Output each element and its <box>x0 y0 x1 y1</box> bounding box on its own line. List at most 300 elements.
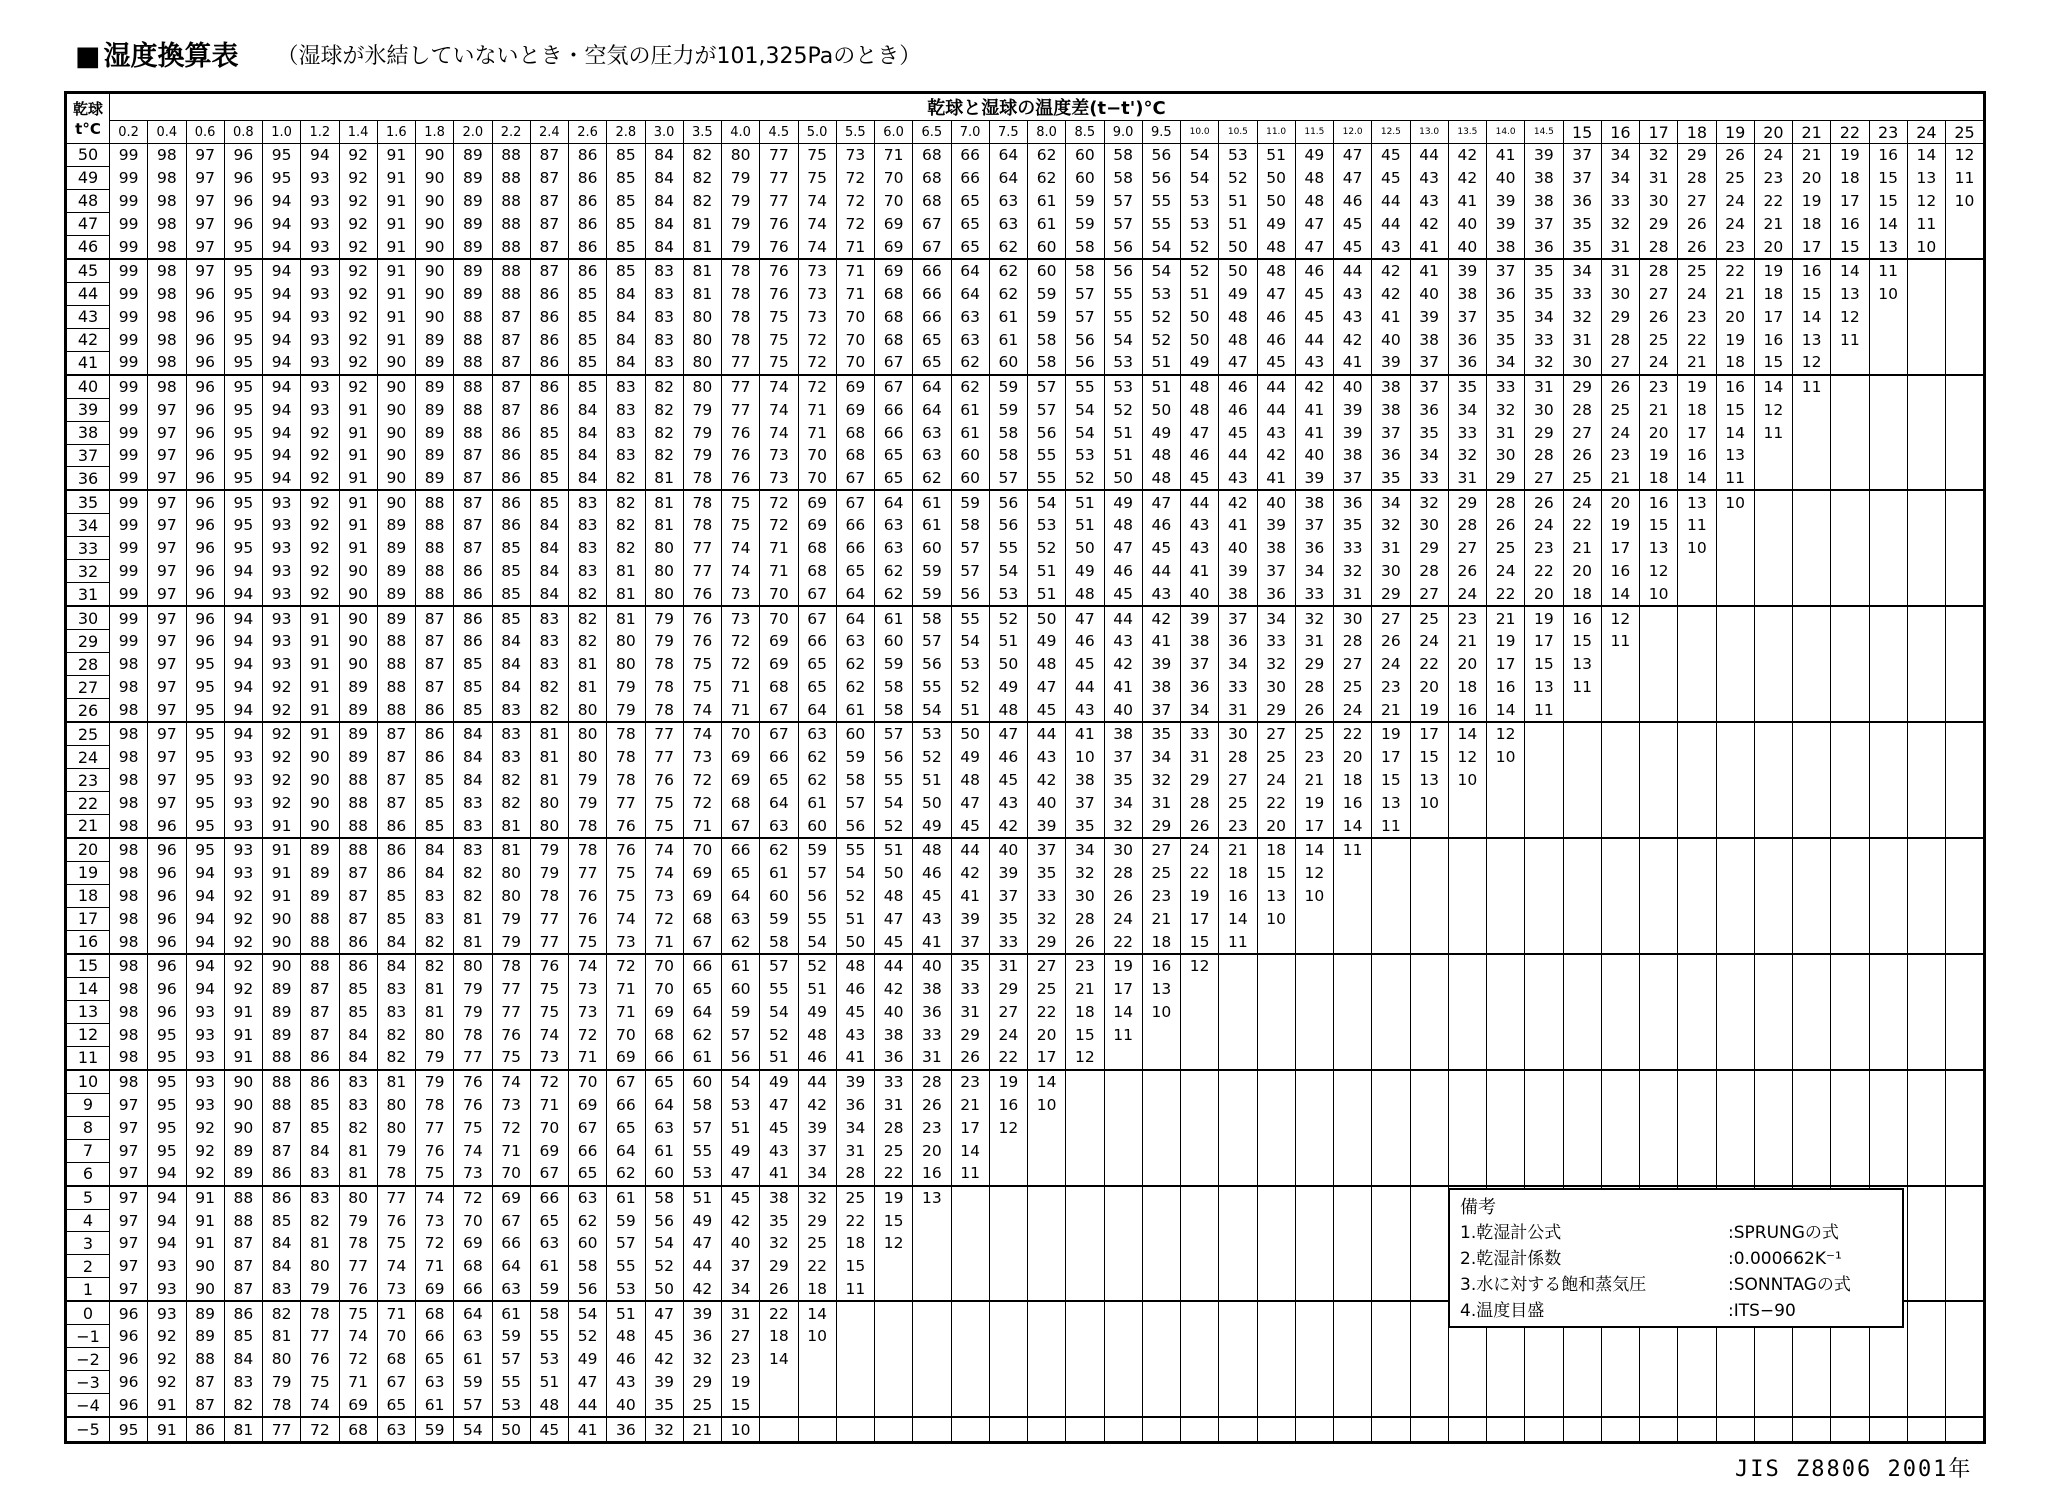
humidity-cell: 26 <box>1372 630 1410 653</box>
humidity-cell: 94 <box>148 1209 186 1232</box>
humidity-cell: 36 <box>607 1417 645 1442</box>
humidity-cell <box>1334 1278 1372 1302</box>
humidity-cell: 98 <box>148 212 186 235</box>
humidity-cell: 59 <box>1028 282 1066 305</box>
humidity-cell: 73 <box>377 1278 415 1302</box>
humidity-cell <box>1946 746 1985 769</box>
humidity-cell: 98 <box>110 676 148 699</box>
humidity-cell: 80 <box>683 305 721 328</box>
humidity-cell: 83 <box>530 653 568 676</box>
remark-label: 1.乾湿計公式 <box>1460 1223 1562 1243</box>
humidity-cell <box>1257 1371 1295 1394</box>
humidity-cell: 51 <box>760 1046 798 1070</box>
table-row <box>66 398 1985 421</box>
humidity-cell: 89 <box>454 282 492 305</box>
humidity-cell <box>1563 838 1601 862</box>
humidity-cell <box>1410 1255 1448 1278</box>
humidity-cell: 15 <box>1640 514 1678 537</box>
humidity-cell <box>989 1186 1027 1210</box>
humidity-cell: 93 <box>263 630 301 653</box>
humidity-cell: 90 <box>377 444 415 467</box>
humidity-cell <box>1525 722 1563 746</box>
humidity-cell: 76 <box>645 769 683 792</box>
humidity-cell: 31 <box>836 1139 874 1162</box>
humidity-cell <box>1754 1371 1792 1394</box>
humidity-cell <box>1907 560 1945 583</box>
humidity-cell: 99 <box>110 189 148 212</box>
humidity-cell: 85 <box>530 467 568 491</box>
humidity-cell <box>1831 977 1869 1000</box>
humidity-cell: 38 <box>760 1186 798 1210</box>
row-temperature: 43 <box>66 305 110 328</box>
humidity-cell <box>1793 444 1831 467</box>
humidity-cell <box>1142 1186 1180 1210</box>
humidity-cell: 12 <box>1946 144 1985 167</box>
humidity-cell <box>1448 1070 1486 1094</box>
humidity-cell: 55 <box>760 977 798 1000</box>
humidity-cell: 69 <box>454 1232 492 1255</box>
humidity-cell: 78 <box>492 954 530 978</box>
humidity-cell: 31 <box>1487 421 1525 444</box>
humidity-cell: 10 <box>1066 746 1104 769</box>
humidity-cell <box>1257 1070 1295 1094</box>
humidity-cell <box>1907 1023 1945 1046</box>
humidity-cell <box>1295 1278 1333 1302</box>
diff-col-header: 1.0 <box>263 121 301 144</box>
humidity-cell: 67 <box>875 375 913 399</box>
humidity-cell: 98 <box>110 930 148 954</box>
humidity-cell <box>1831 746 1869 769</box>
humidity-cell: 97 <box>148 514 186 537</box>
humidity-cell: 63 <box>569 1186 607 1210</box>
humidity-cell: 77 <box>645 746 683 769</box>
humidity-cell <box>1219 1116 1257 1139</box>
humidity-cell: 84 <box>416 862 454 885</box>
humidity-cell: 43 <box>1066 699 1104 723</box>
humidity-cell <box>1869 421 1907 444</box>
humidity-cell: 51 <box>530 1371 568 1394</box>
humidity-cell <box>1907 1209 1945 1232</box>
humidity-cell <box>1563 769 1601 792</box>
humidity-cell: 23 <box>1142 884 1180 907</box>
humidity-cell: 67 <box>875 351 913 375</box>
humidity-cell: 95 <box>263 144 301 167</box>
humidity-cell: 79 <box>569 769 607 792</box>
humidity-cell <box>1831 1023 1869 1046</box>
humidity-cell: 99 <box>110 583 148 607</box>
humidity-cell: 56 <box>913 653 951 676</box>
diff-col-header: 10.5 <box>1219 121 1257 144</box>
humidity-cell: 29 <box>1601 305 1639 328</box>
humidity-cell: 57 <box>683 1116 721 1139</box>
humidity-cell: 19 <box>1410 699 1448 723</box>
humidity-cell: 41 <box>1372 305 1410 328</box>
humidity-cell: 15 <box>1793 282 1831 305</box>
diff-col-header: 0.2 <box>110 121 148 144</box>
humidity-cell: 87 <box>301 1023 339 1046</box>
humidity-cell: 91 <box>186 1186 224 1210</box>
humidity-cell: 14 <box>1831 259 1869 283</box>
humidity-cell: 90 <box>339 560 377 583</box>
humidity-cell <box>1946 235 1985 259</box>
humidity-cell: 94 <box>263 189 301 212</box>
humidity-cell: 50 <box>1181 305 1219 328</box>
table-row <box>66 583 1985 607</box>
humidity-cell: 84 <box>569 398 607 421</box>
humidity-cell: 89 <box>263 1000 301 1023</box>
humidity-cell <box>1219 1278 1257 1302</box>
humidity-cell: 15 <box>1716 398 1754 421</box>
humidity-cell <box>1487 930 1525 954</box>
row-temperature: 42 <box>66 328 110 351</box>
remark-value: :0.000662K⁻¹ <box>1728 1249 1842 1269</box>
humidity-cell: 65 <box>683 977 721 1000</box>
row-temperature: 8 <box>66 1116 110 1139</box>
humidity-cell: 15 <box>1372 769 1410 792</box>
humidity-cell: 47 <box>760 1093 798 1116</box>
humidity-cell: 10 <box>1410 792 1448 815</box>
humidity-cell <box>1754 862 1792 885</box>
humidity-cell: 17 <box>1831 189 1869 212</box>
humidity-cell: 11 <box>1601 630 1639 653</box>
humidity-cell: 25 <box>1142 862 1180 885</box>
humidity-cell: 93 <box>301 305 339 328</box>
humidity-cell: 32 <box>1257 653 1295 676</box>
humidity-cell: 41 <box>951 884 989 907</box>
humidity-cell: 53 <box>913 722 951 746</box>
humidity-cell: 96 <box>186 583 224 607</box>
humidity-cell: 87 <box>377 722 415 746</box>
humidity-cell <box>1716 1162 1754 1186</box>
humidity-cell: 97 <box>148 792 186 815</box>
humidity-cell: 88 <box>263 1070 301 1094</box>
humidity-cell: 90 <box>416 212 454 235</box>
humidity-cell <box>1372 1093 1410 1116</box>
humidity-cell <box>1257 1093 1295 1116</box>
humidity-cell: 86 <box>416 746 454 769</box>
humidity-cell: 68 <box>875 282 913 305</box>
humidity-cell: 51 <box>1219 189 1257 212</box>
humidity-cell: 70 <box>875 166 913 189</box>
humidity-cell: 94 <box>224 630 262 653</box>
humidity-cell: 12 <box>875 1232 913 1255</box>
humidity-cell: 37 <box>951 930 989 954</box>
title-main: 湿度換算表 <box>103 41 239 72</box>
humidity-cell: 13 <box>1793 328 1831 351</box>
humidity-cell: 61 <box>989 328 1027 351</box>
humidity-cell: 60 <box>836 722 874 746</box>
humidity-cell: 91 <box>339 444 377 467</box>
humidity-cell <box>951 1394 989 1418</box>
humidity-cell: 84 <box>492 676 530 699</box>
humidity-cell <box>1448 1023 1486 1046</box>
humidity-cell: 59 <box>1066 189 1104 212</box>
humidity-cell <box>1831 1325 1869 1348</box>
humidity-cell: 48 <box>607 1325 645 1348</box>
table-row <box>66 862 1985 885</box>
humidity-cell: 96 <box>186 514 224 537</box>
humidity-cell: 69 <box>875 259 913 283</box>
humidity-cell: 88 <box>492 235 530 259</box>
humidity-cell <box>1716 838 1754 862</box>
humidity-cell: 85 <box>569 305 607 328</box>
humidity-cell: 27 <box>1601 351 1639 375</box>
humidity-cell: 91 <box>377 259 415 283</box>
humidity-cell: 58 <box>875 676 913 699</box>
table-row <box>66 1371 1985 1394</box>
humidity-cell: 68 <box>798 560 836 583</box>
humidity-cell: 15 <box>1831 235 1869 259</box>
humidity-cell: 48 <box>1028 653 1066 676</box>
humidity-cell <box>1525 1000 1563 1023</box>
humidity-cell: 40 <box>913 954 951 978</box>
humidity-cell: 50 <box>875 862 913 885</box>
humidity-cell: 87 <box>377 792 415 815</box>
humidity-cell <box>1181 1255 1219 1278</box>
humidity-cell: 88 <box>339 838 377 862</box>
humidity-cell: 59 <box>875 653 913 676</box>
humidity-cell: 63 <box>836 630 874 653</box>
humidity-cell: 90 <box>263 907 301 930</box>
humidity-cell: 88 <box>301 907 339 930</box>
humidity-cell: 28 <box>1640 259 1678 283</box>
humidity-cell: 94 <box>224 699 262 723</box>
humidity-cell: 90 <box>301 746 339 769</box>
humidity-cell: 11 <box>836 1278 874 1302</box>
humidity-cell: 33 <box>1219 676 1257 699</box>
humidity-cell <box>1334 1046 1372 1070</box>
humidity-cell: 70 <box>760 606 798 630</box>
humidity-cell <box>1142 1023 1180 1046</box>
humidity-cell: 18 <box>1219 862 1257 885</box>
humidity-cell: 26 <box>1066 930 1104 954</box>
humidity-cell: 26 <box>913 1093 951 1116</box>
humidity-cell <box>875 1371 913 1394</box>
humidity-cell: 15 <box>1410 746 1448 769</box>
humidity-cell: 31 <box>1448 467 1486 491</box>
humidity-cell: 50 <box>836 930 874 954</box>
humidity-cell: 97 <box>186 166 224 189</box>
diff-col-header: 1.4 <box>339 121 377 144</box>
humidity-cell: 80 <box>530 814 568 838</box>
humidity-cell <box>951 1186 989 1210</box>
humidity-cell: 88 <box>263 1046 301 1070</box>
humidity-cell: 10 <box>1028 1093 1066 1116</box>
humidity-cell: 84 <box>492 630 530 653</box>
humidity-cell <box>1219 1209 1257 1232</box>
humidity-cell: 78 <box>683 490 721 514</box>
humidity-cell: 44 <box>1257 398 1295 421</box>
humidity-cell: 89 <box>339 676 377 699</box>
humidity-cell: 66 <box>836 537 874 560</box>
humidity-cell: 21 <box>1563 537 1601 560</box>
humidity-cell: 46 <box>798 1046 836 1070</box>
humidity-cell: 94 <box>224 676 262 699</box>
humidity-cell: 80 <box>492 884 530 907</box>
humidity-cell <box>1028 1255 1066 1278</box>
humidity-cell <box>1869 746 1907 769</box>
humidity-cell: 80 <box>530 792 568 815</box>
row-temperature: −2 <box>66 1348 110 1371</box>
humidity-cell: 89 <box>454 235 492 259</box>
humidity-cell <box>1831 676 1869 699</box>
humidity-cell <box>1487 792 1525 815</box>
humidity-cell: 92 <box>301 537 339 560</box>
humidity-cell: 52 <box>875 814 913 838</box>
humidity-cell <box>798 1417 836 1442</box>
humidity-cell: 38 <box>913 977 951 1000</box>
humidity-cell: 16 <box>1142 954 1180 978</box>
humidity-cell: 53 <box>722 1093 760 1116</box>
humidity-cell <box>1257 1232 1295 1255</box>
table-row <box>66 699 1985 723</box>
humidity-cell: 76 <box>339 1278 377 1302</box>
humidity-cell: 96 <box>186 606 224 630</box>
humidity-cell: 59 <box>454 1371 492 1394</box>
humidity-cell: 42 <box>875 977 913 1000</box>
row-temperature: −3 <box>66 1371 110 1394</box>
humidity-cell <box>1678 792 1716 815</box>
humidity-cell: 56 <box>798 884 836 907</box>
humidity-cell: 76 <box>760 212 798 235</box>
humidity-cell: 45 <box>1104 583 1142 607</box>
humidity-cell <box>1181 1209 1219 1232</box>
humidity-cell <box>1678 838 1716 862</box>
humidity-cell <box>1716 1325 1754 1348</box>
humidity-cell: 81 <box>607 560 645 583</box>
humidity-cell <box>1946 1139 1985 1162</box>
humidity-cell <box>951 1348 989 1371</box>
humidity-cell: 94 <box>224 606 262 630</box>
diff-col-header: 18 <box>1678 121 1716 144</box>
humidity-cell: 99 <box>110 328 148 351</box>
humidity-cell: 28 <box>1066 907 1104 930</box>
row-temperature: 2 <box>66 1255 110 1278</box>
humidity-cell: 29 <box>951 1023 989 1046</box>
humidity-cell: 92 <box>301 514 339 537</box>
humidity-cell <box>1487 1023 1525 1046</box>
humidity-cell: 84 <box>607 351 645 375</box>
humidity-cell: 79 <box>339 1209 377 1232</box>
humidity-cell: 55 <box>836 838 874 862</box>
humidity-cell: 34 <box>1448 398 1486 421</box>
humidity-cell: 11 <box>1563 676 1601 699</box>
humidity-cell: 66 <box>913 305 951 328</box>
humidity-cell: 95 <box>263 166 301 189</box>
humidity-cell <box>1334 1232 1372 1255</box>
humidity-cell: 73 <box>492 1093 530 1116</box>
humidity-cell: 27 <box>722 1325 760 1348</box>
humidity-cell: 85 <box>607 144 645 167</box>
humidity-cell: 16 <box>1640 490 1678 514</box>
humidity-cell: 51 <box>1142 375 1180 399</box>
humidity-cell: 43 <box>1334 305 1372 328</box>
diff-col-header: 19 <box>1716 121 1754 144</box>
remarks-title: 備考 <box>1460 1197 1496 1218</box>
humidity-cell: 54 <box>1142 259 1180 283</box>
humidity-cell <box>1869 792 1907 815</box>
humidity-cell: 90 <box>416 166 454 189</box>
humidity-cell <box>1487 1070 1525 1094</box>
humidity-cell: 25 <box>1601 398 1639 421</box>
humidity-cell: 80 <box>416 1023 454 1046</box>
humidity-cell: 79 <box>722 235 760 259</box>
humidity-cell: 54 <box>1066 398 1104 421</box>
humidity-cell: 34 <box>1601 144 1639 167</box>
humidity-cell: 62 <box>951 351 989 375</box>
humidity-cell: 97 <box>110 1232 148 1255</box>
row-temperature: 25 <box>66 722 110 746</box>
humidity-cell: 76 <box>454 1093 492 1116</box>
humidity-cell: 32 <box>760 1232 798 1255</box>
humidity-cell: 94 <box>186 884 224 907</box>
humidity-cell: 94 <box>301 144 339 167</box>
humidity-cell: 67 <box>607 1070 645 1094</box>
humidity-cell: 56 <box>836 814 874 838</box>
humidity-cell: 41 <box>1142 630 1180 653</box>
humidity-cell: 43 <box>836 1023 874 1046</box>
humidity-cell <box>1257 1278 1295 1302</box>
humidity-cell <box>1066 1139 1104 1162</box>
humidity-cell: 71 <box>683 814 721 838</box>
humidity-cell: 93 <box>224 746 262 769</box>
humidity-cell: 96 <box>186 467 224 491</box>
humidity-cell: 75 <box>683 676 721 699</box>
humidity-cell: 81 <box>416 977 454 1000</box>
humidity-cell: 39 <box>1142 653 1180 676</box>
humidity-cell <box>1372 1232 1410 1255</box>
humidity-cell: 77 <box>722 398 760 421</box>
humidity-cell <box>1372 1070 1410 1094</box>
humidity-cell: 46 <box>1257 328 1295 351</box>
humidity-cell <box>1754 746 1792 769</box>
humidity-cell: 88 <box>492 282 530 305</box>
humidity-cell <box>1793 1348 1831 1371</box>
humidity-cell: 92 <box>224 884 262 907</box>
humidity-cell: 43 <box>1410 166 1448 189</box>
humidity-cell: 34 <box>1257 606 1295 630</box>
humidity-cell <box>1104 1186 1142 1210</box>
humidity-cell: 90 <box>339 583 377 607</box>
humidity-cell <box>1907 1046 1945 1070</box>
humidity-cell: 37 <box>1181 653 1219 676</box>
humidity-cell <box>1257 977 1295 1000</box>
humidity-cell <box>1716 769 1754 792</box>
humidity-cell <box>1946 930 1985 954</box>
humidity-cell <box>1563 954 1601 978</box>
humidity-cell: 94 <box>224 583 262 607</box>
humidity-cell: 35 <box>1487 328 1525 351</box>
humidity-cell: 96 <box>186 398 224 421</box>
humidity-cell <box>1716 930 1754 954</box>
humidity-cell: 92 <box>301 560 339 583</box>
humidity-cell <box>1448 1162 1486 1186</box>
humidity-cell <box>1372 1348 1410 1371</box>
humidity-cell: 15 <box>1869 166 1907 189</box>
humidity-cell <box>1678 630 1716 653</box>
humidity-cell: 91 <box>377 235 415 259</box>
humidity-cell: 49 <box>1295 144 1333 167</box>
humidity-cell: 34 <box>1601 166 1639 189</box>
humidity-cell <box>1257 954 1295 978</box>
humidity-cell <box>1793 653 1831 676</box>
humidity-cell <box>1793 514 1831 537</box>
humidity-cell <box>1946 1000 1985 1023</box>
humidity-cell: 54 <box>1181 166 1219 189</box>
humidity-cell <box>1907 792 1945 815</box>
humidity-cell: 37 <box>1563 144 1601 167</box>
humidity-cell: 77 <box>301 1325 339 1348</box>
